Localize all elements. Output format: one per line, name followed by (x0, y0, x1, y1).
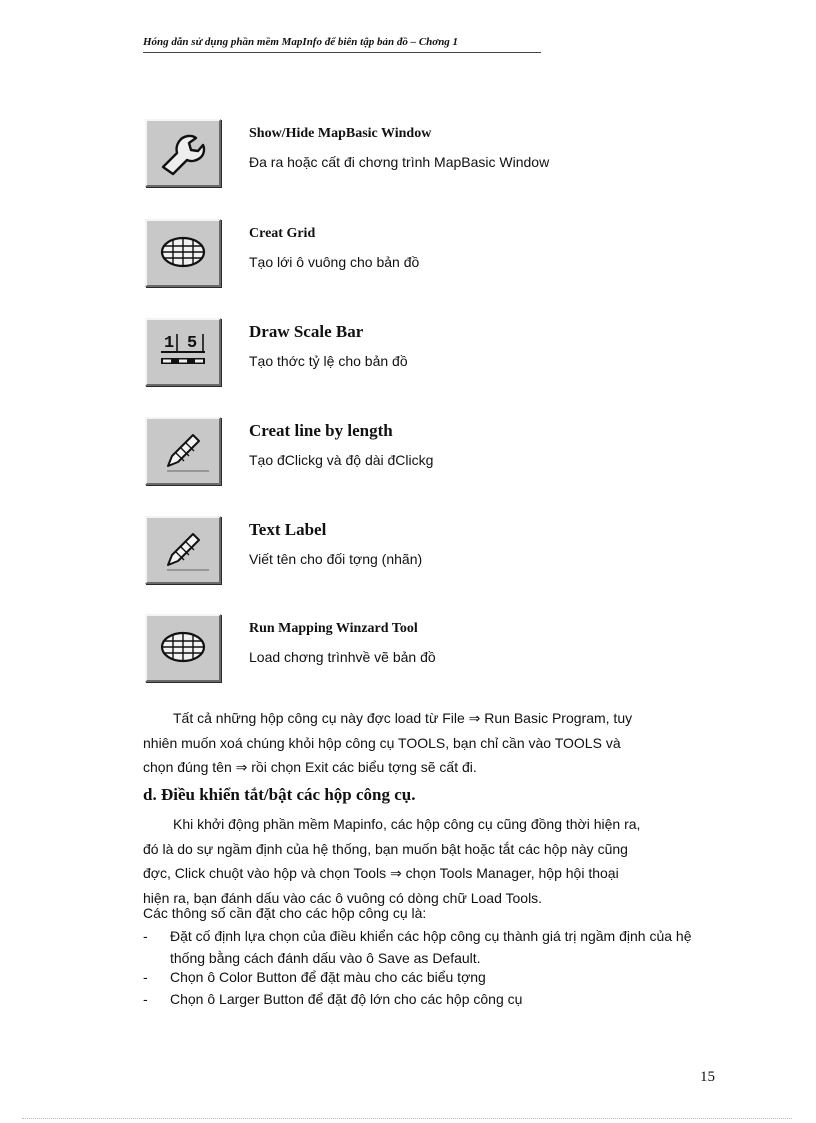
tool-title: Creat Grid (249, 226, 316, 241)
scale-bar-icon (147, 320, 219, 384)
text-span: Tất cả những hộp công cụ này đợc load từ File ⇒ Run Basic Program, tuy (173, 710, 633, 726)
bullet-marker: - (143, 928, 148, 944)
tool-title: Run Mapping Winzard Tool (249, 621, 418, 636)
tool-title: Text Label (249, 520, 327, 539)
tool-title: Show/Hide MapBasic Window (249, 126, 432, 141)
paragraph-line: nhiên muốn xoá chúng khỏi hộp công cụ TOOLS, bạn chỉ cần vào TOOLS và (143, 734, 621, 751)
run-mapping-wizard-button[interactable] (145, 614, 221, 682)
paragraph-tools-load (143, 706, 728, 780)
list-item (143, 925, 733, 969)
paragraph-toggle-tools (143, 812, 728, 910)
tool-entry-creat-line (145, 417, 765, 497)
section-heading: d. Điều khiển tắt/bật các hộp công cụ. (143, 785, 416, 804)
creat-line-by-length-button[interactable] (145, 417, 221, 485)
bullet-text: Chọn ô Larger Button để đặt độ lớn cho các hộp công cụ (170, 991, 523, 1007)
tool-entry-mapbasic-window (145, 119, 765, 199)
params-intro: Các thông số cần đặt cho các hộp công cụ là: (143, 905, 427, 921)
paragraph-line: đó là do sự ngầm định của hệ thống, bạn muốn bật hoặc tắt các hộp này cũng (143, 840, 628, 857)
creat-grid-button[interactable] (145, 219, 221, 287)
tool-entry-mapping-wizard (145, 614, 765, 694)
paragraph-line: hiện ra, bạn đánh dấu vào các ô vuông có dòng chữ Load Tools. (143, 889, 543, 906)
bullet-marker: - (143, 991, 148, 1007)
text-span: Khi khởi động phần mềm Mapinfo, các hộp công cụ cũng đồng thời hiện ra, (173, 816, 641, 832)
wrench-icon (147, 121, 219, 185)
tool-description: Viết tên cho đối tợng (nhãn) (249, 551, 423, 567)
tool-title: Creat line by length (249, 421, 393, 440)
tool-entry-creat-grid (145, 219, 765, 299)
bullet-marker: - (143, 969, 148, 985)
grid-globe-icon (147, 616, 219, 680)
tool-description: Load chơng trìnhvề vẽ bản đồ (249, 649, 436, 665)
paragraph-line: chọn đúng tên ⇒ rồi chọn Exit các biểu tợng sẽ cất đi. (143, 759, 477, 775)
pencil-icon (147, 419, 219, 483)
bullet-text: Đặt cố định lựa chọn của điều khiển các hộp công cụ thành giá trị ngầm định của hệ thống bằng cách đánh dấu vào ô Save as Default. (170, 928, 692, 966)
show-hide-mapbasic-button[interactable] (145, 119, 221, 187)
paragraph-line (143, 706, 728, 731)
tool-description: Tạo lới ô vuông cho bản đồ (249, 254, 420, 270)
paragraph-line (143, 812, 728, 837)
list-item (143, 966, 733, 988)
svg-text:1: 1 (164, 334, 175, 353)
running-header: Hóng dẫn sử dụng phần mềm MapInfo để biên tập bản đồ – Chơng 1 (143, 36, 541, 53)
tool-title: Draw Scale Bar (249, 322, 364, 341)
list-item (143, 988, 733, 1010)
svg-text:5: 5 (187, 334, 198, 353)
tool-entry-text-label (145, 516, 765, 596)
bullet-text: Chọn ô Color Button để đặt màu cho các biểu tợng (170, 969, 486, 985)
page-number: 15 (700, 1069, 715, 1085)
tool-description: Đa ra hoặc cất đi chơng trình MapBasic Window (249, 154, 550, 170)
text-label-button[interactable] (145, 516, 221, 584)
tool-description: Tạo đClickg và độ dài đClickg (249, 452, 434, 468)
grid-globe-icon (147, 221, 219, 285)
draw-scale-bar-button[interactable] (145, 318, 221, 386)
tool-entry-draw-scale-bar (145, 318, 765, 398)
footer-divider (22, 1118, 792, 1119)
paragraph-line: đợc, Click chuột vào hộp và chọn Tools ⇒ chọn Tools Manager, hộp hội thoại (143, 865, 619, 881)
pencil-icon (147, 518, 219, 582)
tool-description: Tạo thớc tỷ lệ cho bản đồ (249, 353, 408, 369)
